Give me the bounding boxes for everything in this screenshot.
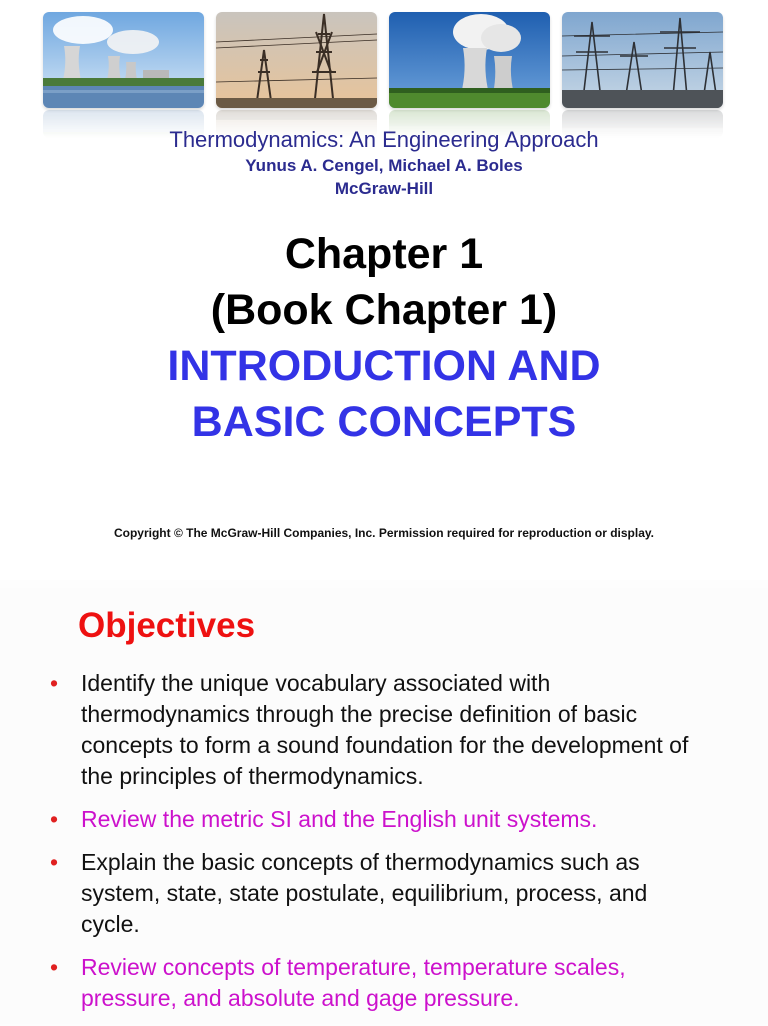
objective-text: Explain the basic concepts of thermodynamics such as system, state, state postulate, equilibrium, process, and cycle. — [81, 849, 648, 937]
bullet-icon: • — [50, 806, 59, 832]
book-title: Thermodynamics: An Engineering Approach — [169, 127, 599, 152]
objective-text: Identify the unique vocabulary associated with thermodynamics through the precise definition of basic concepts to form a sound foundation for the development of the principles of thermodynamics. — [81, 670, 689, 789]
objective-item — [50, 952, 700, 1014]
cooling-towers-photo — [389, 12, 550, 108]
bullet-icon: • — [50, 954, 59, 980]
objective-text: Review concepts of temperature, temperature scales, pressure, and absolute and gage pressure. — [81, 954, 626, 1011]
objectives-heading: Objectives — [78, 606, 256, 645]
objective-item — [50, 847, 700, 940]
book-chapter: (Book Chapter 1) — [210, 286, 558, 334]
chapter-number: Chapter 1 — [284, 230, 484, 278]
nuclear-plant-photo — [43, 12, 204, 108]
substation-photo — [562, 12, 723, 108]
chapter-topic-line-1: INTRODUCTION AND — [167, 342, 601, 390]
bullet-icon: • — [50, 849, 59, 875]
bullet-icon: • — [50, 670, 59, 696]
publisher: McGraw-Hill — [334, 179, 434, 198]
objective-text: Review the metric SI and the English unit systems. — [81, 806, 598, 832]
objectives-list — [50, 668, 700, 1026]
objective-item — [50, 804, 700, 835]
copyright-notice: Copyright © The McGraw-Hill Companies, Inc. Permission required for reproduction or display. — [113, 526, 655, 540]
power-pylons-photo — [216, 12, 377, 108]
objective-item — [50, 668, 700, 792]
authors: Yunus A. Cengel, Michael A. Boles — [245, 156, 523, 175]
chapter-topic-line-2: BASIC CONCEPTS — [191, 398, 577, 446]
header-photo-strip — [43, 12, 723, 132]
